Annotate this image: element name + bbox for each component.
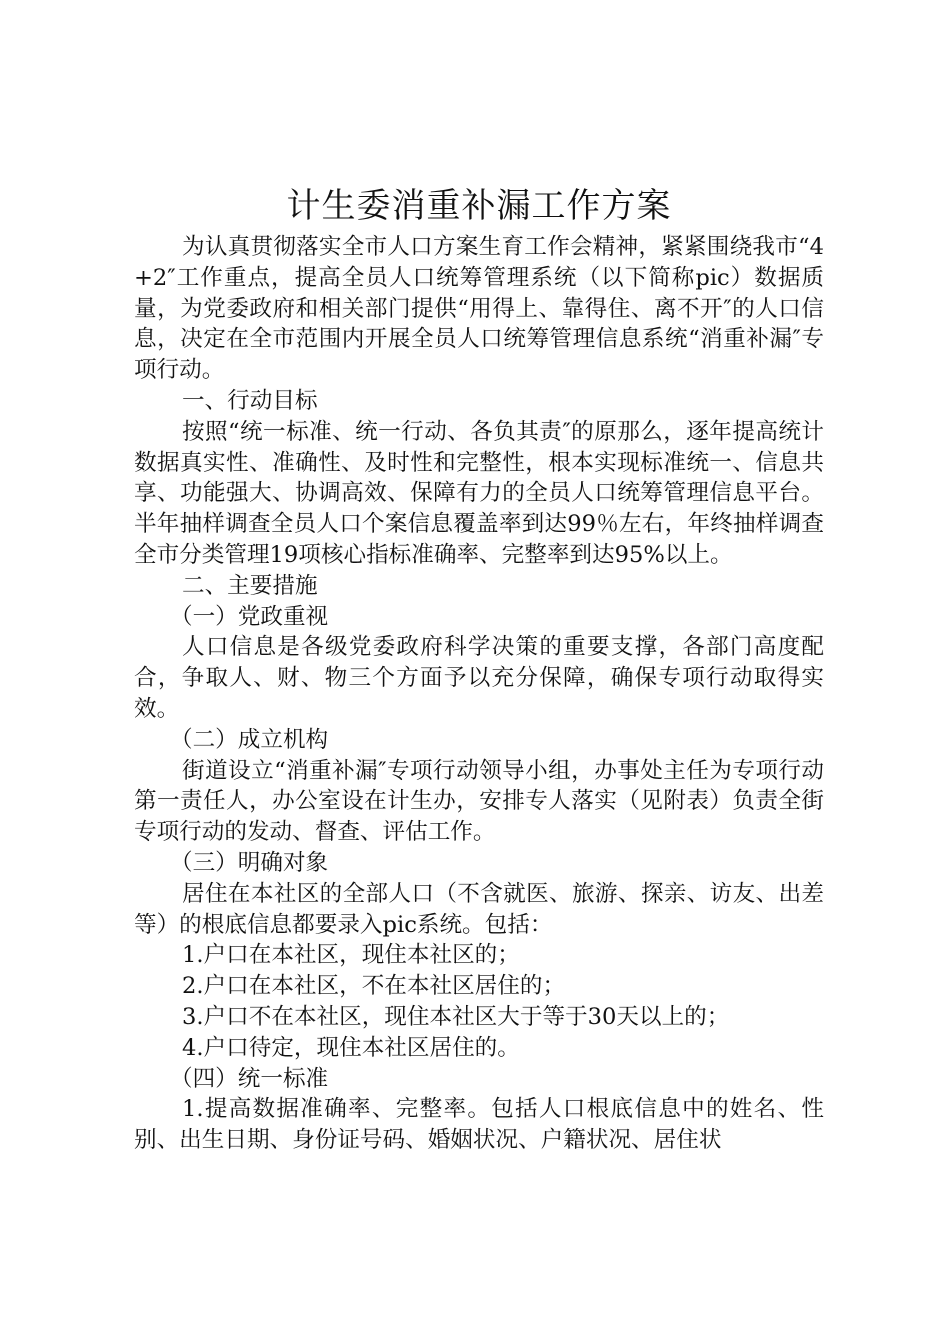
- section1-paragraph: 按照“统一标准、统一行动、各负其责″的原那么，逐年提高统计数据真实性、准确性、及时性和完整性，根本实现标准统一、信息共享、功能强大、协调高效、保障有力的全员人口统筹管理信息平台。半年抽样调查全员人口个案信息覆盖率到达99％左右，年终抽样调查全市分类管理19项核心指标准确率、完整率到达95%以上。: [134, 418, 824, 568]
- list-item: 1.户口在本社区，现住本社区的；: [182, 942, 520, 969]
- sub4-paragraph: 1.提高数据准确率、完整率。包括人口根底信息中的姓名、性别、出生日期、身份证号码、婚姻状况、户籍状况、居住状: [134, 1096, 824, 1154]
- sub1-paragraph: 人口信息是各级党委政府科学决策的重要支撑，各部门高度配合，争取人、财、物三个方面予以充分保障，确保专项行动取得实效。: [134, 634, 824, 722]
- sub3-paragraph: 居住在本社区的全部人口（不含就医、旅游、探亲、访友、出差等）的根底信息都要录入pic系统。包括：: [134, 880, 824, 938]
- intro-paragraph: 为认真贯彻落实全市人口方案生育工作会精神，紧紧围绕我市“4+2″工作重点，提高全员人口统筹管理系统（以下简称pic）数据质量，为党委政府和相关部门提供“用得上、靠得住、离不开″的人口信息，决定在全市范围内开展全员人口统筹管理信息系统“消重补漏″专项行动。: [134, 234, 824, 384]
- document-title: 计生委消重补漏工作方案: [286, 186, 672, 226]
- section2-heading: 二、主要措施: [182, 572, 318, 599]
- list-item: 2.户口在本社区，不在本社区居住的；: [182, 973, 566, 1000]
- list-item: 3.户口不在本社区，现住本社区大于等于30天以上的；: [182, 1003, 730, 1030]
- sub2-paragraph: 街道设立“消重补漏″专项行动领导小组，办事处主任为专项行动第一责任人，办公室设在计生办，安排专人落实（见附表）负责全街专项行动的发动、督查、评估工作。: [134, 757, 824, 846]
- sub1-heading: （一）党政重视: [170, 603, 329, 630]
- sub2-heading: （二）成立机构: [170, 726, 329, 753]
- list-item: 4.户口待定，现住本社区居住的。: [182, 1034, 520, 1061]
- section1-heading: 一、行动目标: [182, 387, 318, 414]
- sub3-heading: （三）明确对象: [170, 849, 329, 876]
- sub4-heading: （四）统一标准: [170, 1065, 329, 1092]
- document-page: [134, 182, 824, 1156]
